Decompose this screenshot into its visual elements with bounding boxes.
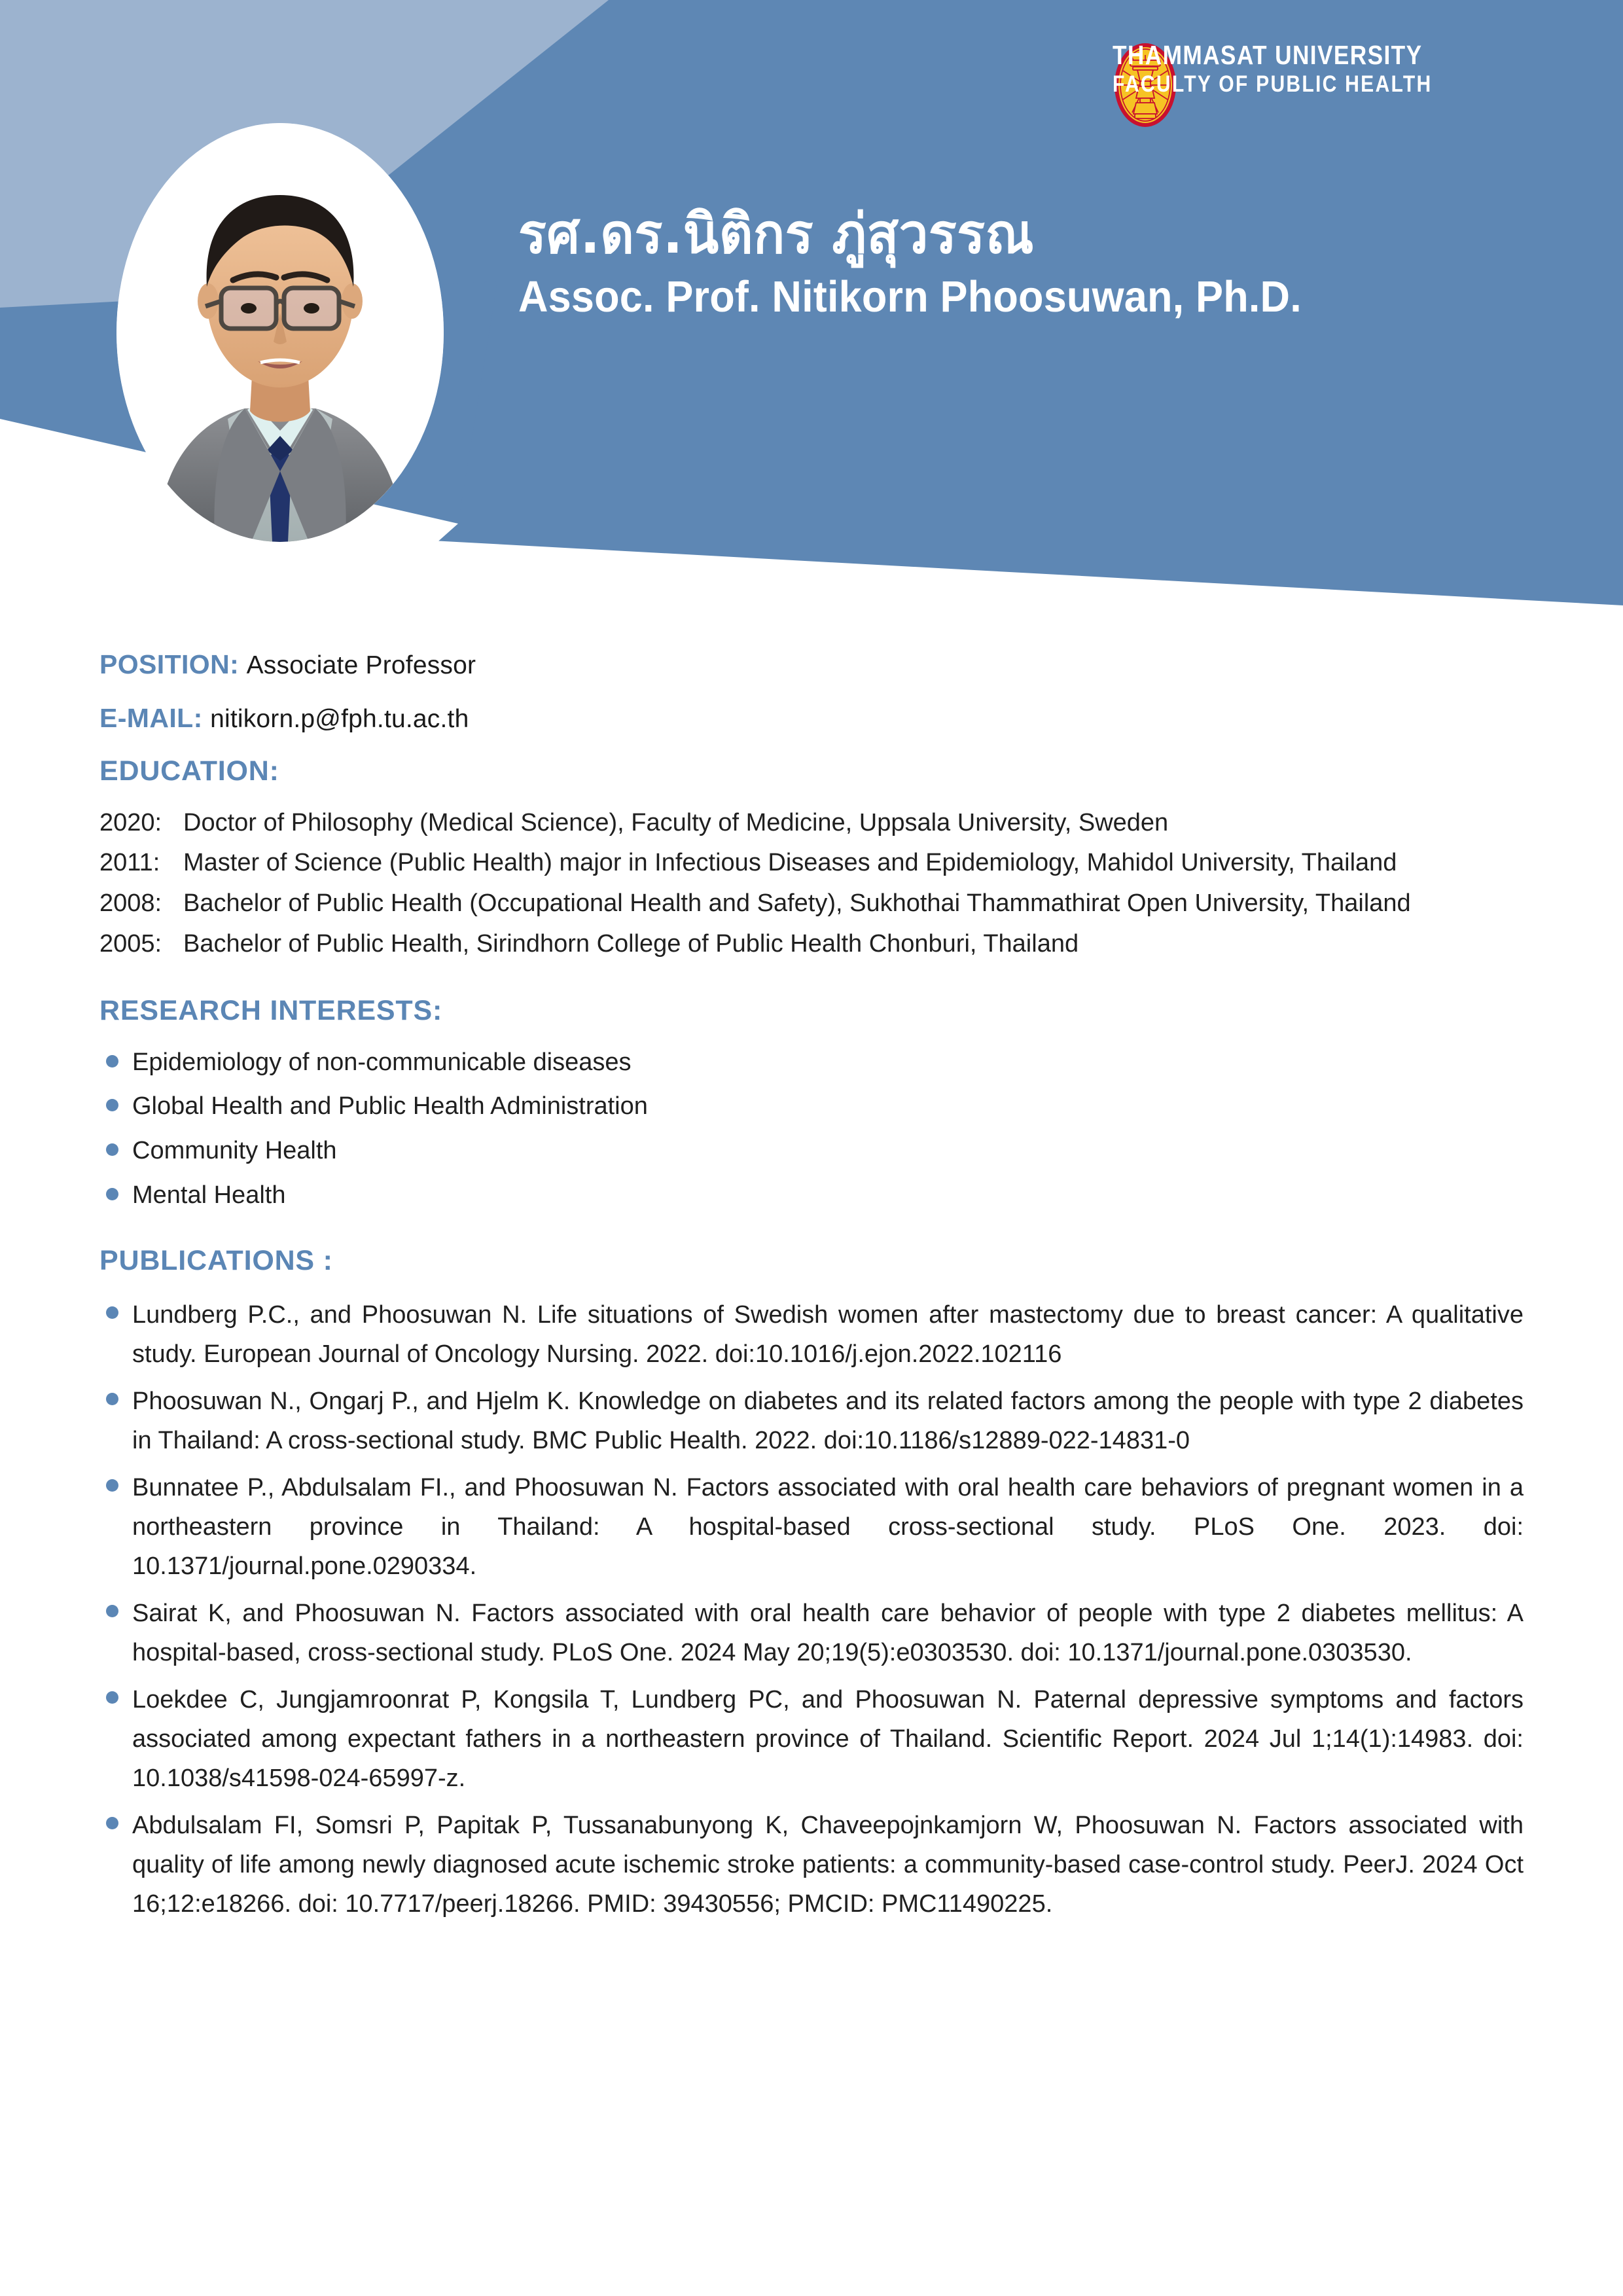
name-english: Assoc. Prof. Nitikorn Phoosuwan, Ph.D. xyxy=(518,272,1302,321)
header-banner xyxy=(0,0,1623,628)
education-row xyxy=(99,885,1524,925)
university-logo-block xyxy=(1113,41,1484,98)
email-label: E-MAIL: xyxy=(99,702,203,733)
list-item: Epidemiology of non-communicable diseases xyxy=(99,1044,1524,1082)
portrait-photo xyxy=(116,123,444,542)
name-block xyxy=(518,203,1539,323)
list-item: Phoosuwan N., Ongarj P., and Hjelm K. Knowledge on diabetes and its related factors among the people with type 2 diabetes in Thailand: A cross-sectional study. BMC Public Health. 2022. doi:10.1186/s12889-022-14831-0 xyxy=(99,1382,1524,1460)
education-detail: Bachelor of Public Health (Occupational Health and Safety), Sukhothai Thammathirat Open University, Thailand xyxy=(183,889,1411,917)
email-value[interactable]: nitikorn.p@fph.tu.ac.th xyxy=(210,704,469,733)
avatar-circle xyxy=(116,123,444,542)
research-interests-list xyxy=(99,1044,1524,1215)
list-item: Bunnatee P., Abdulsalam FI., and Phoosuwan N. Factors associated with oral health care behaviors of pregnant women in a northeastern province in Thailand: A hospital-based cross-sectional study. PLoS One. 2023. doi: 10.1371/journal.pone.0290334. xyxy=(99,1468,1524,1586)
research-interests-heading: RESEARCH INTERESTS: xyxy=(99,994,443,1026)
document-body xyxy=(0,628,1623,1931)
education-detail: Master of Science (Public Health) major in Infectious Diseases and Epidemiology, Mahidol University, Thailand xyxy=(183,849,1397,877)
education-year: 2011: xyxy=(99,849,160,877)
education-year: 2005: xyxy=(99,929,162,958)
list-item: Community Health xyxy=(99,1132,1524,1170)
publications-heading: PUBLICATIONS : xyxy=(99,1244,333,1276)
list-item: Sairat K, and Phoosuwan N. Factors associated with oral health care behavior of people with type 2 diabetes mellitus: A hospital-based, cross-sectional study. PLoS One. 2024 May 20;19(5):e0303530. doi: 10.1371/journal.pone.0303530. xyxy=(99,1594,1524,1672)
list-item: Lundberg P.C., and Phoosuwan N. Life situations of Swedish women after mastectomy due to breast cancer: A qualitative study. European Journal of Oncology Nursing. 2022. doi:10.1016/j.ejon.2022.102116 xyxy=(99,1295,1524,1374)
education-detail: Bachelor of Public Health, Sirindhorn College of Public Health Chonburi, Thailand xyxy=(183,929,1079,958)
education-heading: EDUCATION: xyxy=(99,755,279,787)
avatar xyxy=(116,123,444,542)
position-value: Associate Professor xyxy=(246,651,476,679)
publications-list xyxy=(99,1295,1524,1924)
education-row xyxy=(99,804,1524,845)
email-row xyxy=(99,702,1524,736)
education-row xyxy=(99,925,1524,966)
education-row xyxy=(99,844,1524,885)
education-detail: Doctor of Philosophy (Medical Science), Faculty of Medicine, Uppsala University, Sweden xyxy=(183,808,1169,836)
list-item: Loekdee C, Jungjamroonrat P, Kongsila T, Lundberg PC, and Phoosuwan N. Paternal depressive symptoms and factors associated among expectant fathers in a northeastern province of Thailand. Scientific Report. 2024 Jul 1;14(1):14983. doi: 10.1038/s41598-024-65997-z. xyxy=(99,1680,1524,1798)
list-item: Global Health and Public Health Administration xyxy=(99,1088,1524,1126)
education-table xyxy=(99,804,1524,966)
list-item: Abdulsalam FI, Somsri P, Papitak P, Tussanabunyong K, Chaveepojnkamjorn W, Phoosuwan N. Factors associated with quality of life among newly diagnosed acute ischemic stroke patients: a community-based case-control study. PeerJ. 2024 Oct 16;12:e18266. doi: 10.7717/peerj.18266. PMID: 39430556; PMCID: PMC11490225. xyxy=(99,1806,1524,1924)
position-row xyxy=(99,648,1524,682)
faculty-name: FACULTY OF PUBLIC HEALTH xyxy=(1113,71,1433,97)
list-item: Mental Health xyxy=(99,1177,1524,1215)
position-label: POSITION: xyxy=(99,649,240,679)
education-year: 2008: xyxy=(99,889,162,917)
education-year: 2020: xyxy=(99,808,162,836)
name-thai: รศ.ดร.นิติกร ภู่สุวรรณ xyxy=(518,202,1035,266)
university-name: THAMMASAT UNIVERSITY xyxy=(1113,40,1423,70)
